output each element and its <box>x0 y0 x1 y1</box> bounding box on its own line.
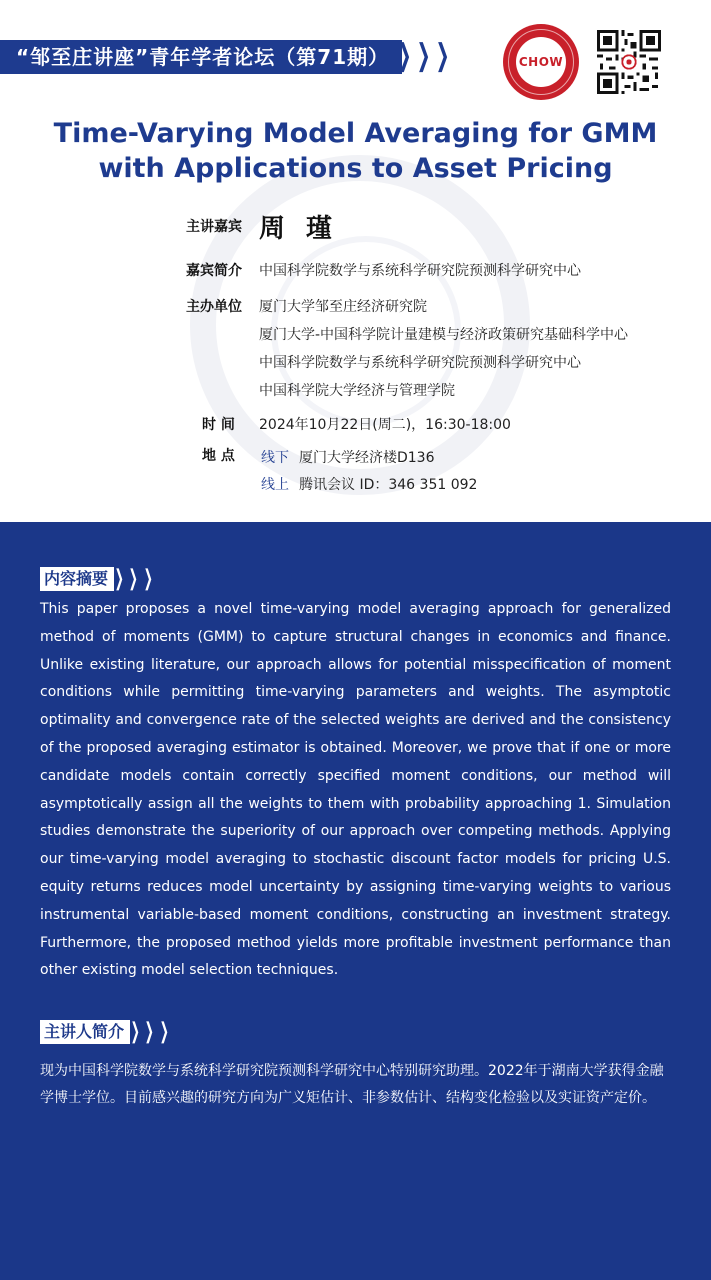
host-item: 中国科学院大学经济与管理学院 <box>259 383 455 399</box>
qr-code-icon[interactable] <box>597 30 661 94</box>
speaker-label: 主讲嘉宾 <box>186 219 242 235</box>
logo-text: CHOW <box>516 37 566 87</box>
abstract-heading-label: 内容摘要 <box>40 567 114 591</box>
talk-title <box>0 116 711 186</box>
time-label: 时 间 <box>202 417 235 433</box>
host-item: 厦门大学-中国科学院计量建模与经济政策研究基础科学中心 <box>259 327 629 343</box>
profile-value: 中国科学院数学与系统科学研究院预测科学研究中心 <box>259 263 581 279</box>
chevrons-icon: ❯ <box>143 566 153 591</box>
time-value: 2024年10月22日(周二)，16:30-18:00 <box>259 417 511 433</box>
profile-label: 嘉宾简介 <box>186 263 242 279</box>
offline-value: 厦门大学经济楼D136 <box>299 450 435 466</box>
chevrons-icon: ❯ <box>145 1019 155 1044</box>
chevrons-icon: ❯ <box>159 1019 169 1044</box>
chevrons-icon: ❯ <box>114 566 124 591</box>
bio-heading <box>40 1020 173 1044</box>
online-tag: 线上 <box>261 477 289 493</box>
host-label: 主办单位 <box>186 299 242 315</box>
abstract-heading <box>40 567 157 591</box>
institute-logo <box>503 24 579 100</box>
online-value: 腾讯会议 ID：346 351 092 <box>299 477 478 493</box>
poster-header <box>0 0 711 522</box>
bio-text: 现为中国科学院数学与系统科学研究院预测科学研究中心特别研究助理。2022年于湖南大学获得金融学博士学位。目前感兴趣的研究方向为广义矩估计、非参数估计、结构变化检验以及实证资产定价。 <box>40 1063 664 1106</box>
host-item: 厦门大学邹至庄经济研究院 <box>259 299 427 315</box>
banner-chevrons-icon: ❯ ❯ ❯ <box>397 38 450 73</box>
chevrons-icon: ❯ <box>130 1019 140 1044</box>
speaker-name: 周 瑾 <box>259 214 339 244</box>
host-item: 中国科学院数学与系统科学研究院预测科学研究中心 <box>259 355 581 371</box>
bio-heading-label: 主讲人简介 <box>40 1020 130 1044</box>
offline-tag: 线下 <box>261 450 289 466</box>
talk-title-line-2: with Applications to Asset Pricing <box>98 153 613 184</box>
chevrons-icon: ❯ <box>129 566 139 591</box>
place-label: 地 点 <box>202 448 235 464</box>
talk-title-line-1: Time-Varying Model Averaging for GMM <box>53 118 658 149</box>
abstract-text: This paper proposes a novel time-varying model averaging approach for generalized method of moments (GMM) to capture structural changes in economics and finance. Unlike existing literature, our approach allows for potential misspecification of moment conditions while permitting time-varying parameters and weights. The asymptotic optimality and convergence rate of the selected weights are derived and the consistency of the proposed averaging estimator is obtained. Moreover, we prove that if one or more candidate models contain correctly specified moment conditions, our method will asymptotically assign all the weights to them with probability approaching 1. Simulation studies demonstrate the superiority of our approach over competing methods. Applying our time-varying model averaging to stochastic discount factor models for pricing U.S. equity returns reduces model uncertainty by assigning time-varying weights to various instrumental variable-based moment conditions, constructing an investment strategy. Furthermore, the proposed method yields more profitable investment performance than other existing model selection techniques. <box>40 601 671 979</box>
series-banner: “邹至庄讲座”青年学者论坛（第71期） <box>0 40 402 74</box>
